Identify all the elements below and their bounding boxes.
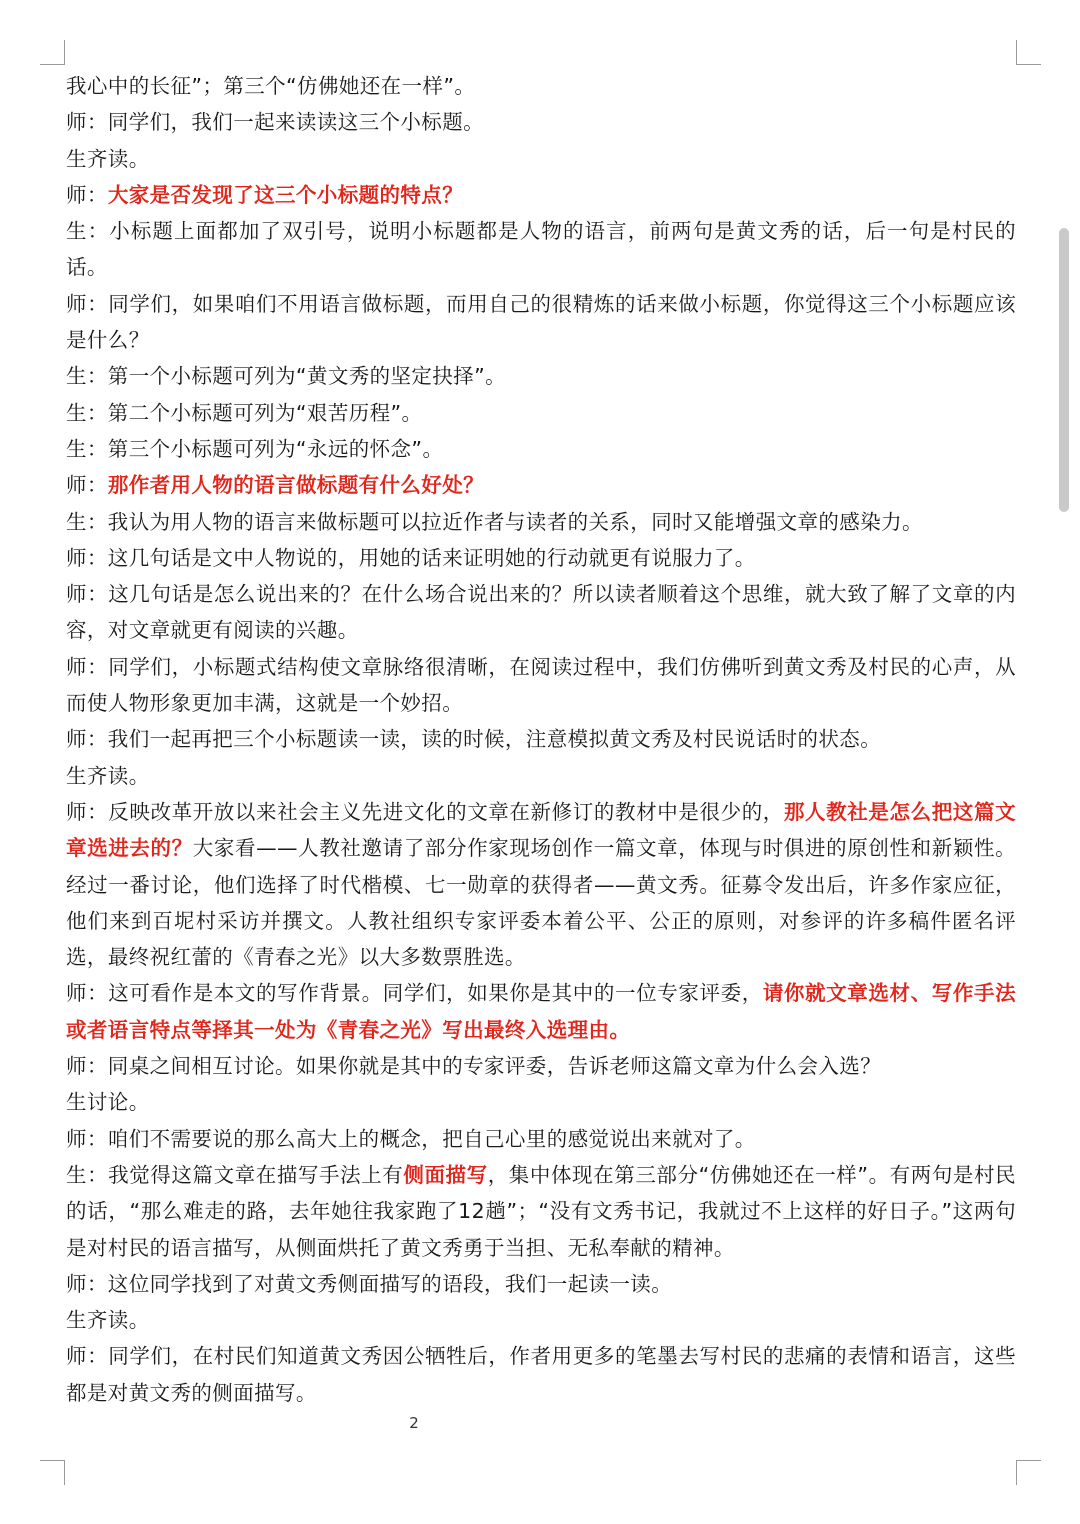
paragraph — [66, 1084, 1016, 1120]
highlighted-text: 大家是否发现了这三个小标题的特点？ — [107, 182, 464, 207]
text-run: 师：同学们，如果咱们不用语言做标题，而用自己的很精炼的话来做小标题，你觉得这三个小标题应该是什么？ — [66, 291, 1016, 353]
text-run: 师：同学们，我们一起来读读这三个小标题。 — [66, 110, 484, 135]
paragraph — [66, 504, 1016, 540]
text-run: 师：咱们不需要说的那么高大上的概念，把自己心里的感觉说出来就对了。 — [66, 1126, 756, 1151]
text-run: 生：小标题上面都加了双引号，说明小标题都是人物的语言，前两句是黄文秀的话，后一句是村民的话。 — [66, 219, 1016, 280]
text-run: 生齐读。 — [66, 763, 150, 788]
page-corner-mark-bottom-right — [1016, 1460, 1041, 1485]
text-run: 大家看——人教社邀请了部分作家现场创作一篇文章，体现与时俱进的原创性和新颖性。经过一番讨论，他们选择了时代楷模、七一勋章的获得者——黄文秀。征募令发出后，许多作家应征，他们来到百坭村采访并撰文。人教社组织专家评委本着公平、公正的原则，对参评的许多稿件匿名评选，最终祝红蕾的《青春之光》以大多数票胜选。 — [66, 836, 1016, 970]
paragraph — [66, 213, 1016, 286]
text-run: 师：我们一起再把三个小标题读一读，读的时候，注意模拟黄文秀及村民说话时的状态。 — [66, 727, 882, 752]
page-corner-mark-top-left — [40, 40, 65, 65]
highlighted-text: 请你就文章选材、写作手法或者语言特点等择其一处为《青春之光》写出最终入选理由。 — [66, 981, 1016, 1042]
text-run: 师：同学们，小标题式结构使文章脉络很清晰，在阅读过程中，我们仿佛听到黄文秀及村民的心声，从而使人物形象更加丰满，这就是一个妙招。 — [66, 654, 1016, 716]
page-corner-mark-top-right — [1016, 40, 1041, 65]
highlighted-text: 那人教社是怎么把这篇文章选进去的？ — [66, 799, 1016, 861]
paragraph — [66, 794, 1016, 975]
paragraph — [66, 104, 1016, 140]
paragraph — [66, 358, 1016, 394]
paragraph — [66, 975, 1016, 1048]
paragraph — [66, 576, 1016, 649]
text-run: 生齐读。 — [66, 146, 150, 171]
paragraph — [66, 1338, 1016, 1411]
paragraph — [66, 177, 1016, 213]
paragraph — [66, 467, 1016, 503]
paragraph — [66, 1157, 1016, 1266]
text-run: 生讨论。 — [66, 1090, 150, 1115]
paragraph — [66, 1302, 1016, 1338]
paragraph — [66, 758, 1016, 794]
vertical-scrollbar[interactable] — [1059, 228, 1069, 512]
highlighted-text: 那作者用人物的语言做标题有什么好处？ — [107, 473, 485, 498]
paragraph — [66, 1048, 1016, 1084]
text-run: 师：这几句话是怎么说出来的？在什么场合说出来的？所以读者顺着这个思维，就大致了解了文章的内容，对文章就更有阅读的兴趣。 — [66, 582, 1016, 643]
paragraph — [66, 721, 1016, 757]
text-run: 师：同桌之间相互讨论。如果你就是其中的专家评委，告诉老师这篇文章为什么会入选？ — [66, 1054, 882, 1079]
paragraph — [66, 68, 1016, 104]
paragraph — [66, 141, 1016, 177]
text-run: 生齐读。 — [66, 1308, 150, 1333]
paragraph — [66, 395, 1016, 431]
text-run: ，集中体现在第三部分“仿佛她还在一样”。有两句是村民的话，“那么难走的路，去年她往我家跑了12趟”；“没有文秀书记，我就过不上这样的好日子。”这两句是对村民的语言描写，从侧面烘托了黄文秀勇于当担、无私奉献的精神。 — [66, 1162, 1016, 1260]
text-run: 生：我认为用人物的语言来做标题可以拉近作者与读者的关系，同时又能增强文章的感染力。 — [66, 509, 923, 534]
page-corner-mark-bottom-left — [40, 1460, 65, 1485]
text-run: 师：这位同学找到了对黄文秀侧面描写的语段，我们一起读一读。 — [66, 1271, 673, 1296]
page-number: 2 — [409, 1414, 419, 1432]
document-body — [66, 68, 1016, 1411]
paragraph — [66, 1266, 1016, 1302]
text-run: 师：这可看作是本文的写作背景。同学们，如果你是其中的一位专家评委， — [66, 981, 763, 1006]
paragraph — [66, 540, 1016, 576]
paragraph — [66, 1121, 1016, 1157]
text-run: 师：反映改革开放以来社会主义先进文化的文章在新修订的教材中是很少的， — [66, 799, 784, 824]
text-run: 生：第二个小标题可列为“艰苦历程”。 — [66, 400, 423, 425]
text-run: 师：同学们，在村民们知道黄文秀因公牺牲后，作者用更多的笔墨去写村民的悲痛的表情和语言，这些都是对黄文秀的侧面描写。 — [66, 1344, 1016, 1405]
paragraph — [66, 649, 1016, 722]
text-run: 生：第三个小标题可列为“永远的怀念”。 — [66, 436, 444, 461]
text-run: 生：第一个小标题可列为“黄文秀的坚定抉择”。 — [66, 364, 507, 389]
text-run: 师： — [66, 473, 108, 498]
paragraph — [66, 431, 1016, 467]
highlighted-text: 侧面描写 — [403, 1162, 488, 1187]
text-run: 师： — [66, 182, 108, 207]
paragraph — [66, 286, 1016, 359]
text-run: 师：这几句话是文中人物说的，用她的话来证明她的行动就更有说服力了。 — [66, 545, 756, 570]
text-run: 生：我觉得这篇文章在描写手法上有 — [66, 1162, 404, 1187]
text-run: 我心中的长征”；第三个“仿佛她还在一样”。 — [66, 74, 476, 98]
